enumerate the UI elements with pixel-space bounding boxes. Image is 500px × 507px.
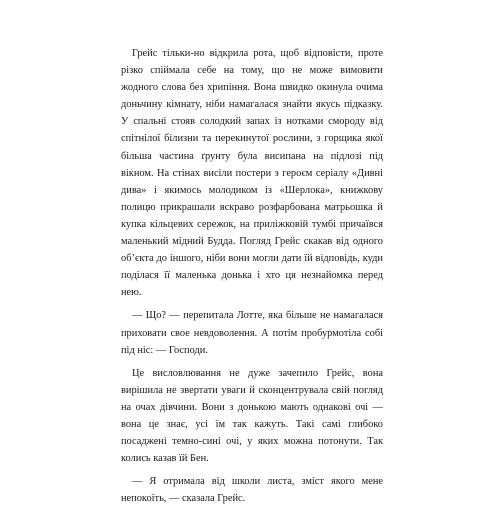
paragraph-1: Грейс тільки-но відкрила рота, щоб відповісти, проте різко спіймала себе на тому, що не може вимовити жодного слова без хрипіння. Вона швидко окинула очима доньчину кімнату, ніби намагалася знайти якусь підказку. У спальні стояв солодкий запах із нотками смороду від спітнілої білизни та перекинутої рослини, з горщика якої більша частина ґрунту була висипана на підлозі під вікном. На стінах висіли постери з героєм серіалу «Дивні дива» і якимось молодиком із «Шерлока», книжкову полицю прикрашали яскраво розфарбована матрьошка й купка кільцевих сережок, на приліжковій тумбі причаївся маленький мідний Будда. Погляд Грейс скакав від одного об’єкта до іншого, ніби вони могли дати їй відповідь, куди поділася її маленька донька і хто ця незнайомка перед нею. — [121, 48, 383, 299]
paragraph-4: — Я отримала від школи листа, зміст якого мене непокоїть, — сказала Грейс. — [121, 476, 383, 505]
paragraph-3: Це висловлювання не дуже зачепило Грейс, вона вирішила не звертати уваги й сконцентрувала свій погляд на очах дівчини. Вони з донькою мають однакові очі — вона це знає, усі їм так кажуть. Такі самі глибоко посаджені темно-сині очі, у яких можна потонути. Так колись казав їй Бен. — [121, 367, 383, 465]
paragraph-2: — Що? — перепитала Лотте, яка більше не намагалася приховати свое невдоволення. А потім пробурмотіла собі під ніс: — Господи. — [121, 310, 383, 356]
page-text — [121, 45, 383, 507]
